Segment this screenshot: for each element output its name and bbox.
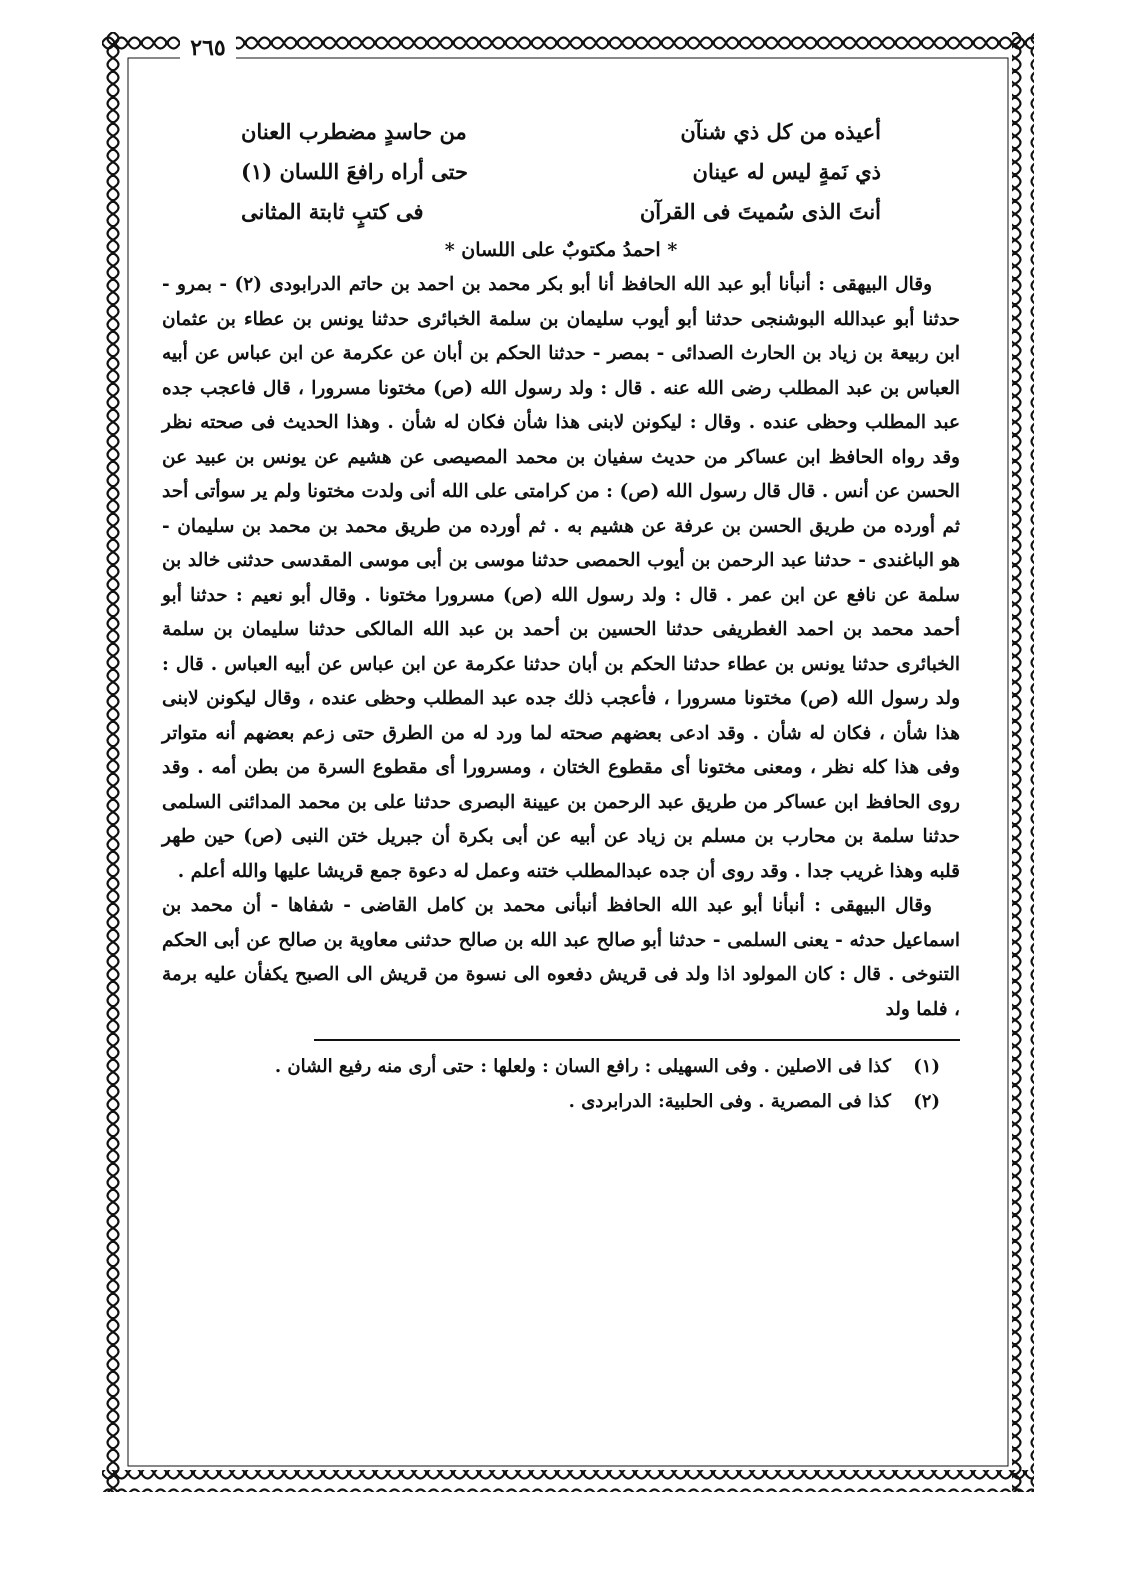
verse	[241, 152, 881, 192]
poem	[241, 112, 881, 232]
verse-first-hemistich: أنتَ الذى سُميتَ فى القرآن	[639, 199, 881, 224]
verse-first-hemistich: ذي نَمةٍ ليس له عينان	[692, 159, 881, 184]
footnote-number: (١)	[913, 1056, 940, 1077]
page-number: ٢٦٥	[180, 34, 236, 62]
page-content	[162, 112, 960, 1119]
footnote-text: كذا فى المصرية . وفى الحلبية: الدرابردى .	[568, 1091, 891, 1112]
footnote	[162, 1084, 960, 1119]
footnote-separator	[314, 1039, 960, 1041]
verse	[241, 112, 881, 152]
footnote	[162, 1049, 960, 1084]
verse-second-hemistich: فى كتبٍ ثابتة المثانى	[241, 199, 424, 224]
paragraph: وقال البيهقى : أنبأنا أبو عبد الله الحافظ أنبأنى محمد بن كامل القاضى - شفاها - أن محمد بن اسماعيل حدثه - يعنى السلمى - حدثنا أبو صالح عبد الله بن صالح حدثنى معاوية بن صالح عن أبى الحكم التنوخى . قال : كان المولود اذا ولد فى قريش دفعوه الى نسوة من قريش الى الصبح يكفأن عليه برمة ، فلما ولد	[162, 895, 960, 1020]
poem-closing-line: * احمدُ مكتوبٌ على اللسان *	[444, 239, 678, 261]
verse-first-hemistich: أعيذه من كل ذي شنآن	[680, 119, 881, 144]
verse-second-hemistich: حتى أراه رافعَ اللسان (١)	[241, 159, 468, 184]
body-text	[162, 268, 960, 1027]
verse	[241, 192, 881, 232]
verse-second-hemistich: من حاسدٍ مضطرب العنان	[241, 119, 467, 144]
footnote-text: كذا فى الاصلين . وفى السهيلى : رافع السان : ولعلها : حتى أرى منه رفيع الشان .	[274, 1056, 891, 1077]
paragraph: وقال البيهقى : أنبأنا أبو عبد الله الحافظ أنا أبو بكر محمد بن احمد بن حاتم الدرابودى (٢) - بمرو - حدثنا أبو عبدالله البوشنجى حدثنا أبو أيوب سليمان بن سلمة الخبائرى حدثنا يونس بن عطاء بن عثمان ابن ربيعة بن زياد بن الحارث الصدائى - بمصر - حدثنا الحكم بن أبان عن عكرمة عن ابن عباس عن أبيه العباس بن عبد المطلب رضى الله عنه . قال : ولد رسول الله (ص) مختونا مسرورا ، قال فاعجب جده عبد المطلب وحظى عنده . وقال : ليكونن لابنى هذا شأن فكان له شأن . وهذا الحديث فى صحته نظر وقد رواه الحافظ ابن عساكر من حديث سفيان بن محمد المصيصى عن هشيم عن يونس بن عبيد عن الحسن عن أنس . قال قال رسول الله (ص) : من كرامتى على الله أنى ولدت مختونا ولم ير سوأتى أحد ثم أورده من طريق الحسن بن عرفة عن هشيم به . ثم أورده من طريق محمد بن محمد بن سليمان - هو الباغندى - حدثنا عبد الرحمن بن أيوب الحمصى حدثنا موسى بن أبى موسى المقدسى حدثنى خالد بن سلمة عن نافع عن ابن عمر . قال : ولد رسول الله (ص) مسرورا مختونا . وقال أبو نعيم : حدثنا أبو أحمد محمد بن احمد الغطريفى حدثنا الحسين بن أحمد بن عبد الله المالكى حدثنا سليمان بن سلمة الخبائرى حدثنا يونس بن عطاء حدثنا الحكم بن أبان حدثنا عكرمة عن ابن عباس عن أبيه العباس . قال : ولد رسول الله (ص) مختونا مسرورا ، فأعجب ذلك جده عبد المطلب وحظى عنده ، وقال ليكونن لابنى هذا شأن ، فكان له شأن . وقد ادعى بعضهم صحته لما ورد له من الطرق حتى زعم بعضهم أنه متواتر وفى هذا كله نظر ، ومعنى مختونا أى مقطوع الختان ، ومسرورا أى مقطوع السرة من بطن أمه . وقد روى الحافظ ابن عساكر من طريق عبد الرحمن بن عيينة البصرى حدثنا على بن محمد المدائنى السلمى حدثنا سلمة بن محارب بن مسلم بن زياد عن أبيه عن أبى بكرة أن جبريل ختن النبى (ص) حين طهر قلبه وهذا غريب جدا . وقد روى أن جده عبدالمطلب ختنه وعمل له دعوة جمع قريشا عليها والله أعلم .	[162, 274, 960, 882]
footnote-number: (٢)	[913, 1091, 940, 1112]
